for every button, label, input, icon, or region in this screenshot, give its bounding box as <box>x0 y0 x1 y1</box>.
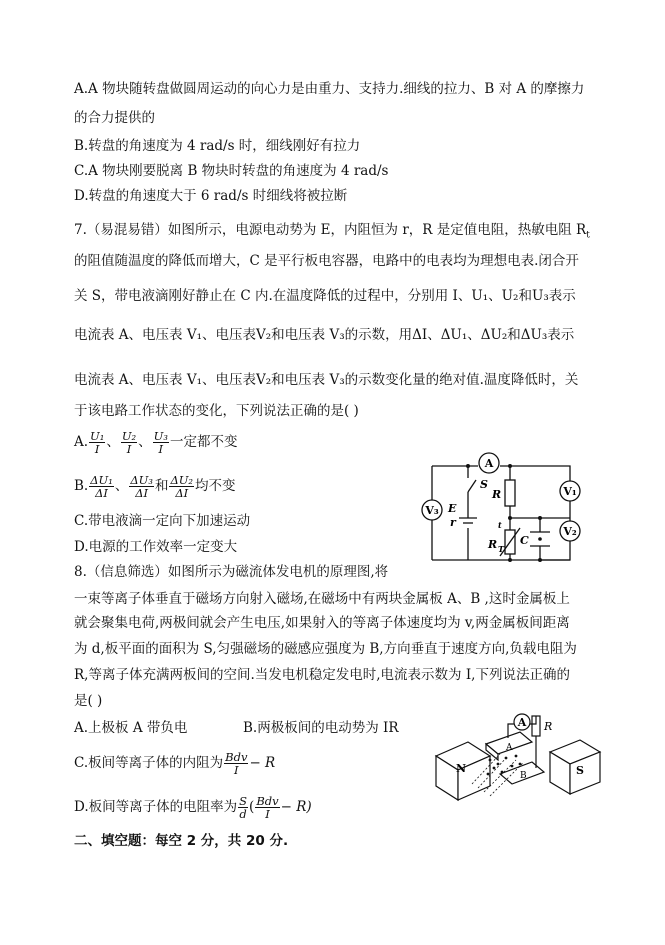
svg-text:N: N <box>456 762 467 775</box>
q8-stem-line3: 就会聚集电荷,两极间就会产生电压,如果射入的等离子体速度均为 v,两金属板间距离 <box>74 615 570 631</box>
q7-option-c: C.带电液滴一定向下加速运动 <box>74 513 251 529</box>
q7-stem-line5: 电流表 A、电压表 V₁、电压表V₂和电压表 V₃的示数变化量的绝对值.温度降低时，关 <box>74 372 579 388</box>
q8-stem-line2: 一束等离子体垂直于磁场方向射入磁场,在磁场中有两块金属板 A、B ,这时金属板上 <box>74 591 570 607</box>
q7-stem-line2: 的阻值随温度的降低而增大，C 是平行板电容器，电路中的电表均为理想电表.闭合开 <box>74 253 579 269</box>
svg-text:C: C <box>520 534 529 547</box>
svg-text:S: S <box>480 478 488 491</box>
svg-text:A: A <box>484 457 494 470</box>
svg-text:V₂: V₂ <box>563 525 577 538</box>
svg-text:S: S <box>576 764 584 777</box>
fraction: $\frac{\text{U₃}}{I}$ <box>153 429 168 456</box>
svg-text:B: B <box>520 771 527 781</box>
q7-option-d: D.电源的工作效率一定变大 <box>74 539 238 555</box>
svg-text:A: A <box>506 743 513 753</box>
q7-circuit-diagram <box>402 448 592 566</box>
svg-text:V₁: V₁ <box>563 485 577 498</box>
q8-option-c: C.板间等离子体的内阻为 $\frac{\text{Bdv}}{I}$ − R <box>74 750 276 777</box>
q8-stem-line5: R,等离子体充满两板间的空间.当发电机稳定发电时,电流表示数为 I,下列说法正确的 <box>74 667 570 683</box>
q8-stem-line4: 为 d,板平面的面积为 S,匀强磁场的磁感应强度为 B,方向垂直于速度方向,负载电阻为 <box>74 641 577 657</box>
q7-option-a: A. $\frac{\text{U₁}}{I}$ 、 $\frac{\text{U₂}}{I}$ 、 $\frac{\text{U₃}}{I}$ 一定都不变 <box>74 429 238 456</box>
svg-text:R: R <box>544 720 553 733</box>
section-2-heading: 二、填空题：每空 2 分，共 20 分. <box>74 833 289 849</box>
q6-option-b: B.转盘的角速度为 4 rad/s 时，细线刚好有拉力 <box>74 138 361 154</box>
svg-text:T: T <box>498 544 504 554</box>
svg-text:R: R <box>488 538 498 551</box>
q7-option-b: B. $\frac{\text{ΔU₁}}{\Delta I}$ 、 $\frac{\text{ΔU₃}}{\Delta I}$ 和 $\frac{\text{ΔU₂}}{\Delta I}$ 均不变 <box>74 473 236 500</box>
q6-option-a-line1: A.A 物块随转盘做圆周运动的向心力是由重力、支持力.细线的拉力、B 对 A 的摩擦力 <box>74 81 585 97</box>
svg-text:V₃: V₃ <box>425 504 439 517</box>
svg-text:R: R <box>492 488 502 501</box>
fraction: $\frac{S}{d}$ <box>239 794 248 821</box>
q7-stem-line1: 7.（易混易错）如图所示，电源电动势为 E，内阻恒为 r，R 是定值电阻，热敏电阻 $R_t$ <box>74 222 590 241</box>
q6-option-a-line2: 的合力提供的 <box>74 110 155 126</box>
fraction: $\frac{\text{ΔU₁}}{\Delta I}$ <box>90 473 113 500</box>
q8-option-d: D.板间等离子体的电阻率为 $\frac{S}{d}$ ( $\frac{\text{Bdv}}{I}$ − R) <box>74 794 312 821</box>
svg-text:A: A <box>517 716 527 729</box>
q7-stem-line4: 电流表 A、电压表 V₁、电压表V₂和电压表 V₃的示数，用ΔI、ΔU₁、ΔU₂和ΔU₃表示 <box>74 327 575 343</box>
fraction: $\frac{\text{ΔU₂}}{\Delta I}$ <box>170 473 194 500</box>
svg-text:t: t <box>498 520 502 530</box>
svg-text:r: r <box>450 516 456 529</box>
fraction: $\frac{\text{U₂}}{I}$ <box>121 429 137 456</box>
q8-stem-line1: 8.（信息筛选）如图所示为磁流体发电机的原理图,将 <box>74 564 389 580</box>
fraction: $\frac{\text{U₁}}{I}$ <box>90 429 105 456</box>
fraction: $\frac{\text{Bdv}}{I}$ <box>256 794 279 821</box>
q8-stem-line6: 是( ) <box>74 693 103 709</box>
q7-stem-line6: 于该电路工作状态的变化，下列说法正确的是( ) <box>74 403 359 419</box>
q7-stem-line3: 关 S，带电液滴刚好静止在 C 内.在温度降低的过程中，分别用 I、U₁、U₂和U₃表示 <box>74 288 576 304</box>
q8-option-b: B.两极板间的电动势为 IR <box>243 720 399 736</box>
q6-option-d: D.转盘的角速度大于 6 rad/s 时细线将被拉断 <box>74 188 348 204</box>
svg-text:E: E <box>448 502 457 515</box>
q8-option-a: A.上极板 A 带负电 <box>74 720 188 736</box>
q6-option-c: C.A 物块刚要脱离 B 物块时转盘的角速度为 4 rad/s <box>74 163 389 179</box>
fraction: $\frac{\text{ΔU₃}}{\Delta I}$ <box>130 473 153 500</box>
fraction: $\frac{\text{Bdv}}{I}$ <box>225 750 248 777</box>
q8-mhd-generator-diagram <box>428 708 606 808</box>
